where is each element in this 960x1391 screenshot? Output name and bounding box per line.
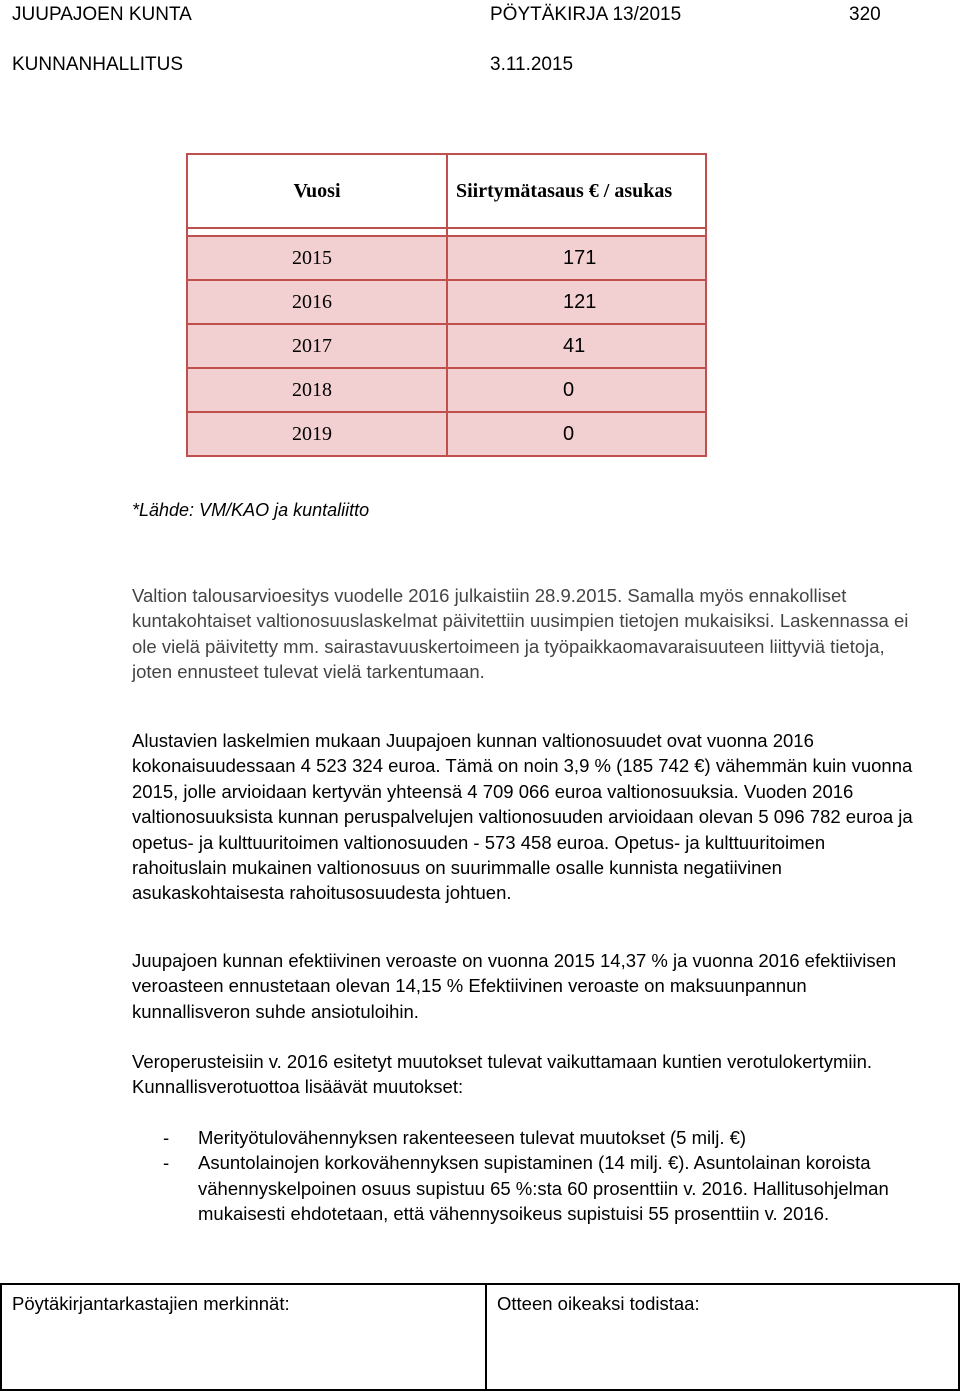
header-page-number: 320 <box>849 4 881 25</box>
year-cell: 2018 <box>187 368 447 412</box>
paragraph-tax-changes: Veroperusteisiin v. 2016 esitetyt muutokset tulevat vaikuttamaan kuntien verotulokertymiin. Kunnallisverotuottoa lisäävät muutokset: <box>132 1051 873 1098</box>
list-item <box>163 1150 903 1226</box>
value-cell: 121 <box>447 280 706 324</box>
header-doc-number: PÖYTÄKIRJA 13/2015 <box>490 4 682 25</box>
header-body: KUNNANHALLITUS <box>12 54 184 75</box>
paragraph-budget-part1: Valtion talousarvioesitys vuodelle 2016 julkaistiin 28.9.2015. Samalla myös ennakolliset kuntakohtaiset valtionosuuslaskelmat päivitettiin uusimpien tietojen mukaisiksi. Laskennassa ei ole vielä päivitetty mm. <box>132 585 909 657</box>
col-value-header: Siirtymätasaus € / asukas <box>447 154 706 228</box>
table-row <box>187 236 706 280</box>
table-row <box>187 280 706 324</box>
paragraph-state-contributions: Alustavien laskelmien mukaan Juupajoen kunnan valtionosuudet ovat vuonna 2016 kokonaisuudessaan 4 523 324 euroa. Tämä on noin 3,9 % (185 742 €) vähemmän kuin vuonna 2015, jolle arvioidaan kertyvän yhteensä 4 709 066 euroa valtionosuuksia. Vuoden 2016 valtionosuuksista kunnan peruspalvelujen valtionosuuden arvioidaan olevan 5 096 782 euroa ja opetus- ja kulttuuritoimen valtionosuuden - 573 458 euroa. Opetus- ja kulttuuritoimen rahoituslain mukainen valtionosuus on suurimmalle osalle kunnista negatiivinen asukaskohtaisesta rahoitusosuudesta johtuen. <box>132 730 913 904</box>
year-cell: 2019 <box>187 412 447 456</box>
footer-reviewers-label: Pöytäkirjantarkastajien merkinnät: <box>2 1285 487 1389</box>
paragraph-budget <box>132 583 922 685</box>
list-dash: - <box>163 1152 170 1174</box>
value-cell: 171 <box>447 236 706 280</box>
signature-footer <box>0 1283 960 1391</box>
list-item-text: Merityötulovähennyksen rakenteeseen tulevat muutokset (5 milj. €) <box>198 1127 747 1148</box>
col-year-header: Vuosi <box>187 154 447 228</box>
value-cell: 0 <box>447 368 706 412</box>
year-cell: 2017 <box>187 324 447 368</box>
transition-table <box>186 153 707 457</box>
table-spacer <box>187 228 706 236</box>
changes-list <box>163 1125 903 1227</box>
year-cell: 2015 <box>187 236 447 280</box>
year-cell: 2016 <box>187 280 447 324</box>
header-date: 3.11.2015 <box>490 54 574 75</box>
table-row <box>187 412 706 456</box>
list-dash: - <box>163 1127 170 1148</box>
paragraph-tax-rate: Juupajoen kunnan efektiivinen veroaste on vuonna 2015 14,37 % ja vuonna 2016 efektiivisen veroasteen ennustetaan olevan 14,15 % Efektiivinen veroaste on maksuunpannun kunnallisveron suhde ansiotuloihin. <box>132 950 897 1022</box>
value-cell: 0 <box>447 412 706 456</box>
paragraph-budget-part2: sairastavuuskertoimeen ja työpaikkaomavaraisuuteen liittyviä tietoja, joten ennusteet tulevat vielä tarkentumaan. <box>132 635 885 683</box>
table-row <box>187 368 706 412</box>
list-item-text: Asuntolainojen korkovähennyksen supistaminen (14 milj. €). Asuntolainan koroista vähennyskelpoinen osuus supistuu 65 %:sta 60 prosenttiin v. 2016. Hallitusohjelman mukaisesti ehdotetaan, että vähennysoikeus supistuisi 55 prosenttiin v. 2016. <box>198 1152 889 1225</box>
value-cell: 41 <box>447 324 706 368</box>
list-item <box>163 1125 903 1150</box>
footer-certification-label: Otteen oikeaksi todistaa: <box>497 1293 700 1314</box>
table-source-note: *Lähde: VM/KAO ja kuntaliitto <box>132 500 370 520</box>
table-header-row <box>187 154 706 228</box>
table-row <box>187 324 706 368</box>
header-org: JUUPAJOEN KUNTA <box>12 4 192 25</box>
